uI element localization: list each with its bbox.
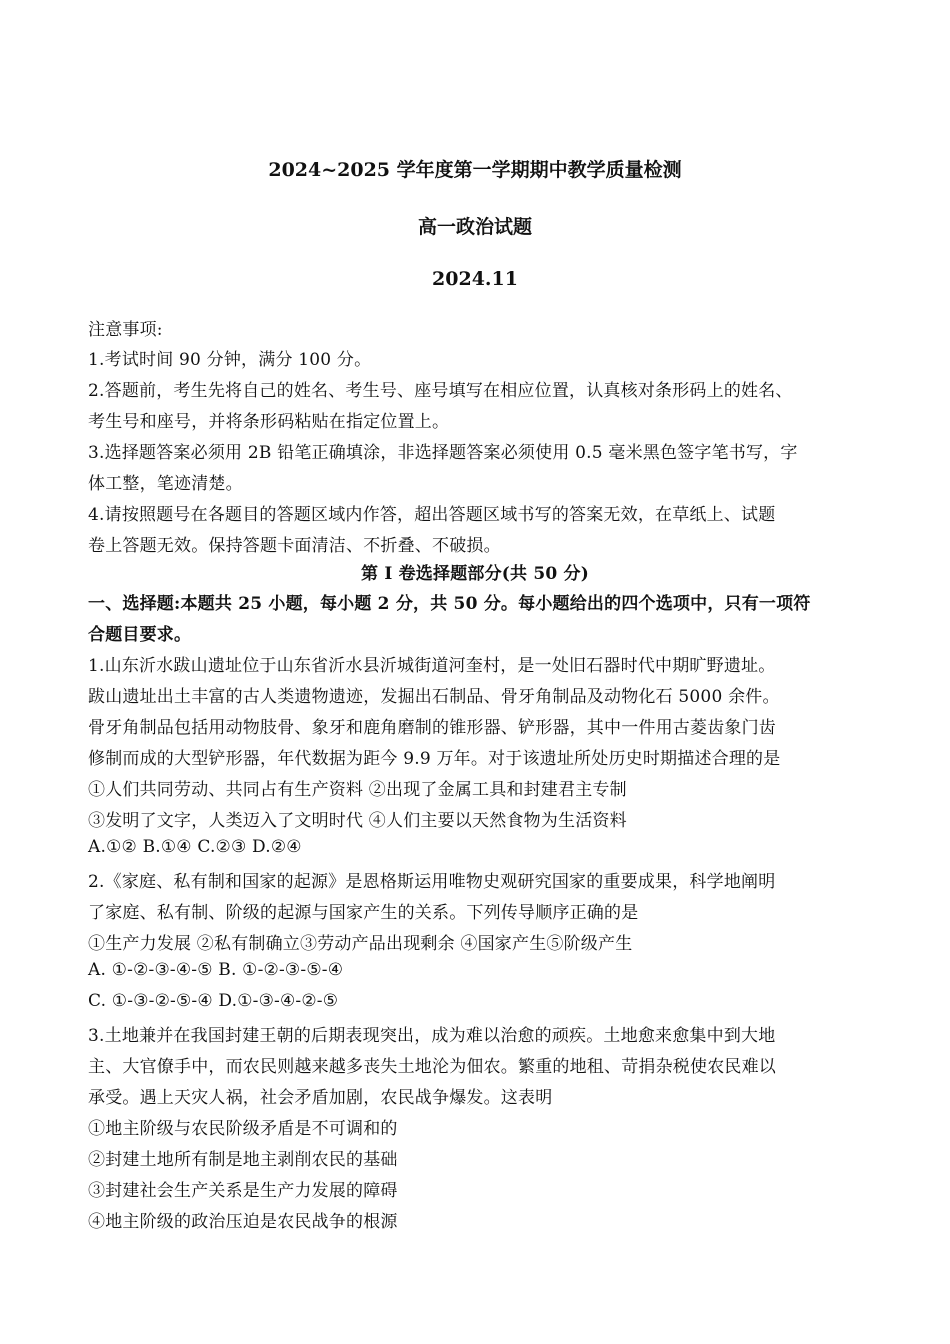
question-2-line: 2.《家庭、私有制和国家的起源》是恩格斯运用唯物史观研究国家的重要成果，科学地阐明: [88, 872, 776, 892]
exam-subtitle: 高一政治试题: [417, 216, 532, 238]
question-3-option: ③封建社会生产关系是生产力发展的障碍: [88, 1181, 398, 1201]
question-3-option: ④地主阶级的政治压迫是农民战争的根源: [88, 1212, 398, 1232]
section-instruction: 合题目要求。: [88, 625, 192, 645]
notice-line: 体工整，笔迹清楚。: [88, 474, 243, 494]
question-3-line: 3.土地兼并在我国封建王朝的后期表现突出，成为难以治愈的顽疾。土地愈来愈集中到大地: [88, 1026, 776, 1046]
part-title: 第 I 卷选择题部分(共 50 分): [361, 564, 589, 584]
question-1-line: 骨牙角制品包括用动物肢骨、象牙和鹿角磨制的锥形器、铲形器，其中一件用古菱齿象门齿: [88, 718, 776, 738]
notice-line: 3.选择题答案必须用 2B 铅笔正确填涂，非选择题答案必须使用 0.5 毫米黑色签字笔书写，字: [88, 443, 798, 463]
notice-line: 4.请按照题号在各题目的答题区域内作答，超出答题区域书写的答案无效，在草纸上、试题: [88, 505, 776, 525]
question-1-answers: A.①② B.①④ C.②③ D.②④: [88, 837, 302, 857]
question-3-option: ①地主阶级与农民阶级矛盾是不可调和的: [88, 1119, 398, 1139]
question-1-line: 修制而成的大型铲形器，年代数据为距今 9.9 万年。对于该遗址所处历史时期描述合理的是: [88, 749, 781, 769]
question-2-line: 了家庭、私有制、阶级的起源与国家产生的关系。下列传导顺序正确的是: [88, 903, 639, 923]
question-3-option: ②封建土地所有制是地主剥削农民的基础: [88, 1150, 398, 1170]
question-1-line: 1.山东沂水跋山遗址位于山东省沂水县沂城街道河奎村，是一处旧石器时代中期旷野遗址。: [88, 656, 776, 676]
notice-line: 1.考试时间 90 分钟，满分 100 分。: [88, 350, 372, 370]
exam-date: 2024.11: [432, 268, 518, 290]
notice-line: 考生号和座号，并将条形码粘贴在指定位置上。: [88, 412, 450, 432]
exam-title: 2024~2025 学年度第一学期期中教学质量检测: [268, 159, 682, 181]
question-3-line: 承受。遇上天灾人祸，社会矛盾加剧，农民战争爆发。这表明: [88, 1088, 553, 1108]
question-2-option: ①生产力发展 ②私有制确立③劳动产品出现剩余 ④国家产生⑤阶级产生: [88, 934, 633, 954]
question-3-line: 主、大官僚手中，而农民则越来越多丧失土地沦为佃农。繁重的地租、苛捐杂税使农民难以: [88, 1057, 776, 1077]
question-2-answers: A. ①-②-③-④-⑤ B. ①-②-③-⑤-④: [88, 960, 344, 980]
question-1-option: ③发明了文字，人类迈入了文明时代 ④人们主要以天然食物为生活资料: [88, 811, 627, 831]
question-1-line: 跋山遗址出土丰富的古人类遗物遗迹，发掘出石制品、骨牙角制品及动物化石 5000 余件。: [88, 687, 780, 707]
notice-line: 2.答题前，考生先将自己的姓名、考生号、座号填写在相应位置，认真核对条形码上的姓名、: [88, 381, 793, 401]
section-instruction: 一、选择题:本题共 25 小题，每小题 2 分，共 50 分。每小题给出的四个选项中，只有一项符: [88, 594, 811, 614]
notice-line: 卷上答题无效。保持答题卡面清洁、不折叠、不破损。: [88, 536, 501, 556]
question-2-answers: C. ①-③-②-⑤-④ D.①-③-④-②-⑤: [88, 991, 339, 1011]
notice-heading: 注意事项:: [88, 320, 163, 340]
question-1-option: ①人们共同劳动、共同占有生产资料 ②出现了金属工具和封建君主专制: [88, 780, 627, 800]
